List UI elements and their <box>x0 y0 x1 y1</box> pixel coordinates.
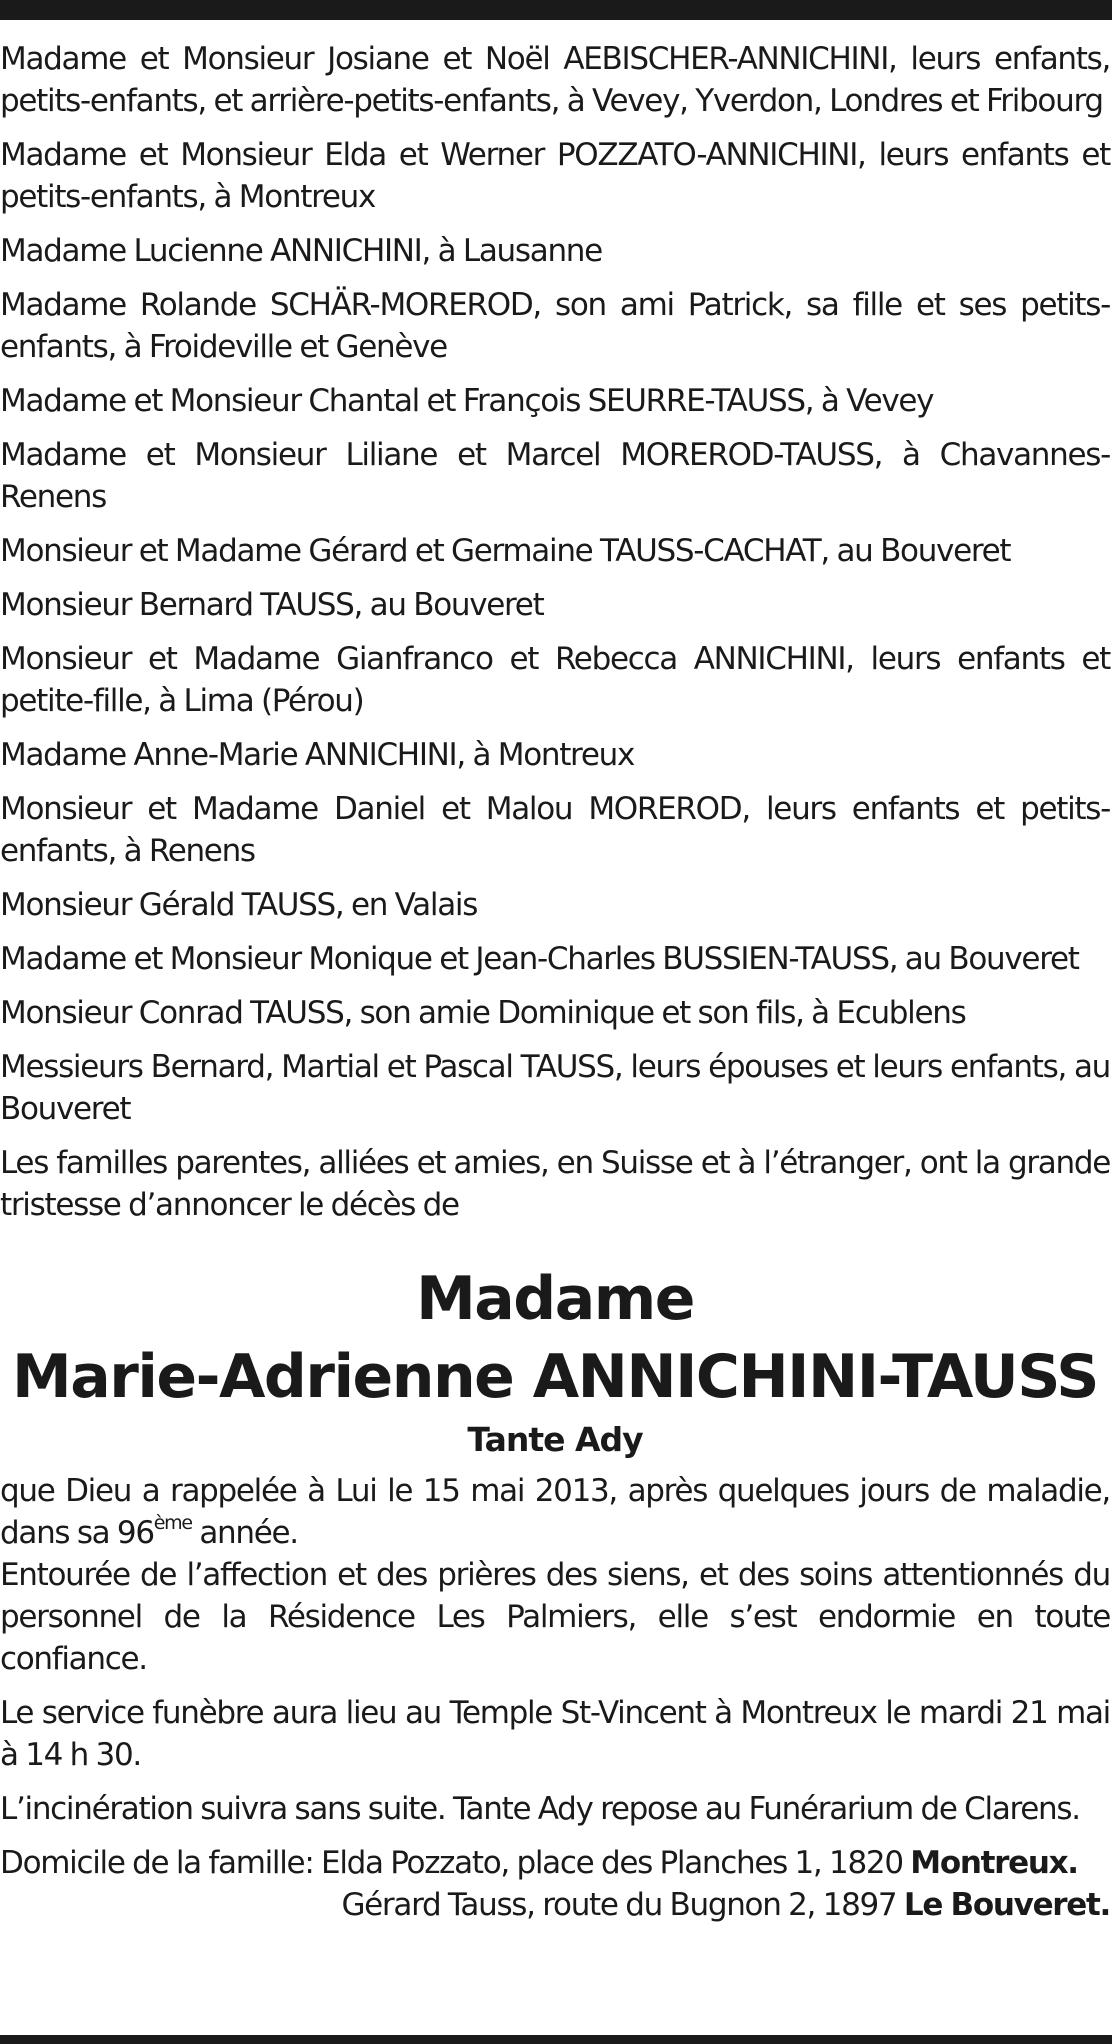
family-entry: Madame et Monsieur Liliane et Marcel MOREROD-TAUSS, à Chavannes-Renens <box>0 437 1110 515</box>
family-entry: Madame et Monsieur Monique et Jean-Charles BUSSIEN-TAUSS, au Bouveret <box>0 941 1079 977</box>
family-entry: Monsieur Conrad TAUSS, son amie Dominique et son fils, à Ecublens <box>0 995 966 1031</box>
family-entry: Monsieur et Madame Daniel et Malou MOREROD, leurs enfants et petits-enfants, à Renens <box>0 791 1110 869</box>
domicile-line-2 <box>0 1884 1110 1926</box>
domicile-2-city: Le Bouveret. <box>903 1887 1110 1923</box>
top-rule <box>0 0 1112 20</box>
family-entry: Madame Rolande SCHÄR-MOREROD, son ami Patrick, sa fille et ses petits-enfants, à Froideville et Genève <box>0 287 1110 365</box>
family-entry: Madame et Monsieur Josiane et Noël AEBISCHER-ANNICHINI, leurs enfants, petits-enfants, et arrière-petits-enfants, à Vevey, Yverdon, Londres et Fribourg <box>0 41 1110 119</box>
deceased-nickname: Tante Ady <box>467 1420 643 1459</box>
cremation-text: L’incinération suivra sans suite. Tante Ady repose au Funérarium de Clarens. <box>0 1791 1080 1827</box>
family-entry: Monsieur Gérald TAUSS, en Valais <box>0 887 478 923</box>
family-entry: Messieurs Bernard, Martial et Pascal TAUSS, leurs épouses et leurs enfants, au Bouveret <box>0 1049 1110 1127</box>
domicile-1-city: Montreux. <box>910 1845 1078 1881</box>
passing-text-main: que Dieu a rappelée à Lui le 15 mai 2013, après quelques jours de maladie, dans sa 96 <box>0 1473 1110 1551</box>
family-entry: Madame et Monsieur Chantal et François SEURRE-TAUSS, à Vevey <box>0 383 934 419</box>
service-text: Le service funèbre aura lieu au Temple St-Vincent à Montreux le mardi 21 mai à 14 h 30. <box>0 1695 1110 1773</box>
ordinal-suffix: ème <box>153 1512 192 1534</box>
family-entry: Madame Anne-Marie ANNICHINI, à Montreux <box>0 737 634 773</box>
family-entry: Monsieur et Madame Gianfranco et Rebecca ANNICHINI, leurs enfants et petite-fille, à Lima (Pérou) <box>0 641 1110 719</box>
obituary-notice <box>0 38 1110 1938</box>
family-list <box>0 38 1110 1130</box>
family-entry: Monsieur Bernard TAUSS, au Bouveret <box>0 587 544 623</box>
domicile-line-1 <box>0 1842 1110 1884</box>
announcement: Les familles parentes, alliées et amies, en Suisse et à l’étranger, ont la grande tristesse d’annoncer le décès de <box>0 1145 1110 1223</box>
family-entry: Madame Lucienne ANNICHINI, à Lausanne <box>0 233 602 269</box>
bottom-rule <box>0 2035 1112 2044</box>
passing-text-end: année. <box>191 1515 298 1551</box>
care-text: Entourée de l’affection et des prières des siens, et des soins attentionnés du personnel de la Résidence Les Palmiers, elle s’est endormie en toute confiance. <box>0 1557 1110 1677</box>
domicile-1-address: Domicile de la famille: Elda Pozzato, place des Planches 1, 1820 <box>0 1845 911 1881</box>
deceased-title: Madame <box>416 1264 694 1334</box>
family-entry: Monsieur et Madame Gérard et Germaine TAUSS-CACHAT, au Bouveret <box>0 533 1011 569</box>
deceased-name: Marie-Adrienne ANNICHINI-TAUSS <box>12 1342 1098 1412</box>
family-entry: Madame et Monsieur Elda et Werner POZZATO-ANNICHINI, leurs enfants et petits-enfants, à Montreux <box>0 137 1110 215</box>
passing-text <box>0 1470 1110 1554</box>
domicile-2-address: Gérard Tauss, route du Bugnon 2, 1897 <box>341 1887 904 1923</box>
